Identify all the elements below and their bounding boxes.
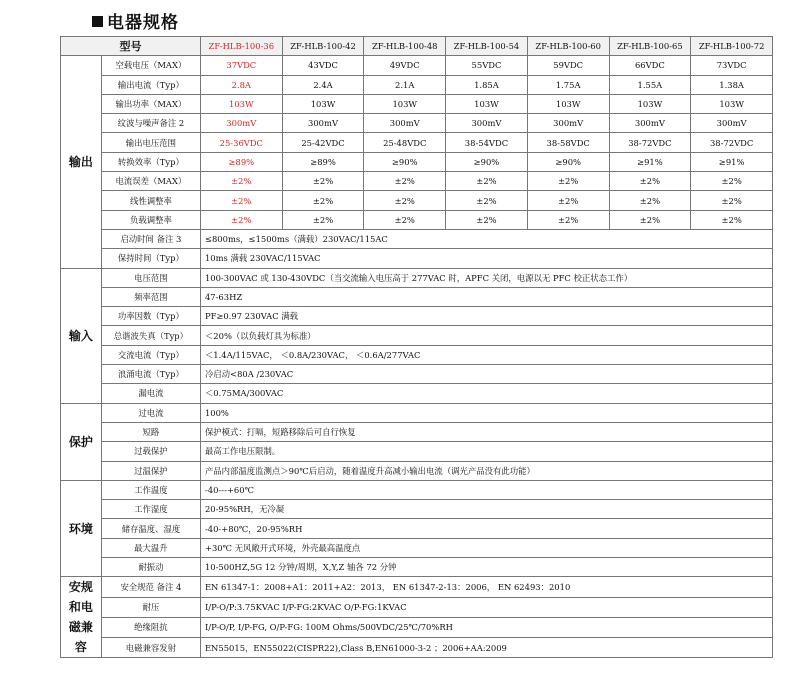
protection-row [61, 442, 773, 461]
row-label: 电压范围 [101, 268, 200, 287]
environment-row [61, 519, 773, 538]
input-row [61, 307, 773, 326]
spec-text-cell: ＜0.75MA/300VAC [200, 384, 772, 403]
value-cell: ±2% [200, 210, 282, 229]
value-cell: ±2% [200, 191, 282, 210]
output-row [61, 249, 773, 268]
row-label: 储存温度、湿度 [101, 519, 200, 538]
safety-section-label: 安规和电磁兼容 [61, 577, 102, 658]
value-cell: 300mV [609, 114, 691, 133]
value-cell: 1.75A [527, 75, 609, 94]
row-label: 负载调整率 [101, 210, 200, 229]
value-cell: 38-54VDC [446, 133, 528, 152]
value-cell: 103W [527, 94, 609, 113]
safety-row [61, 617, 773, 637]
row-label: 绝缘阻抗 [101, 617, 200, 637]
value-cell: 66VDC [609, 56, 691, 75]
spec-text-cell: 最高工作电压限制。 [200, 442, 772, 461]
value-cell: ±2% [691, 191, 773, 210]
output-row [61, 152, 773, 171]
spec-text-cell: -40---+60℃ [200, 480, 772, 499]
model-cell: ZF-HLB-100-36 [200, 37, 282, 56]
value-cell: 1.85A [446, 75, 528, 94]
output-row [61, 56, 773, 75]
row-label: 电流误差（MAX） [101, 172, 200, 191]
value-cell: 300mV [200, 114, 282, 133]
output-row [61, 75, 773, 94]
value-cell: 103W [691, 94, 773, 113]
spec-text-cell: 100-300VAC 或 130-430VDC（当交流输入电压高于 277VAC 时，APFC 关闭，电源以无 PFC 校正状态工作） [200, 268, 772, 287]
row-label: 转换效率（Typ） [101, 152, 200, 171]
value-cell: 25-48VDC [364, 133, 446, 152]
value-cell: 103W [446, 94, 528, 113]
model-cell: ZF-HLB-100-48 [364, 37, 446, 56]
spec-text-cell: EN55015，EN55022(CISPR22),Class B,EN61000-3-2 ；2006+AA:2009 [200, 638, 772, 658]
value-cell: 59VDC [527, 56, 609, 75]
value-cell: ±2% [446, 172, 528, 191]
protection-row [61, 461, 773, 480]
input-row [61, 345, 773, 364]
output-section-label: 输出 [61, 56, 102, 268]
value-cell: ±2% [282, 172, 364, 191]
protection-row [61, 403, 773, 422]
spec-text-cell: 保护模式：打嗝，短路移除后可自行恢复 [200, 422, 772, 441]
value-cell: 103W [609, 94, 691, 113]
value-cell: 300mV [364, 114, 446, 133]
value-cell: ±2% [282, 191, 364, 210]
value-cell: 103W [364, 94, 446, 113]
row-label: 功率因数（Typ） [101, 307, 200, 326]
value-cell: ±2% [527, 210, 609, 229]
model-cell: ZF-HLB-100-65 [609, 37, 691, 56]
spec-text-cell: +30℃ 无风敞开式环境，外壳最高温度点 [200, 538, 772, 557]
protection-section-label: 保护 [61, 403, 102, 480]
value-cell: ≥91% [691, 152, 773, 171]
output-row [61, 172, 773, 191]
square-bullet-icon [92, 16, 103, 27]
environment-section-label: 环境 [61, 480, 102, 576]
safety-row [61, 597, 773, 617]
spec-text-cell: PF≥0.97 230VAC 满载 [200, 307, 772, 326]
spec-text-cell: 100% [200, 403, 772, 422]
spec-text-cell: I/P-O/P:3.75KVAC I/P-FG:2KVAC O/P-FG:1KVAC [200, 597, 772, 617]
row-label: 频率范围 [101, 287, 200, 306]
spec-text-cell: ＜20%（以负载灯具为标准） [200, 326, 772, 345]
model-cell: ZF-HLB-100-60 [527, 37, 609, 56]
value-cell: 25-42VDC [282, 133, 364, 152]
output-row [61, 210, 773, 229]
title-text: 电器规格 [107, 13, 179, 33]
value-cell: 38-58VDC [527, 133, 609, 152]
value-cell: ±2% [609, 172, 691, 191]
value-cell: ±2% [609, 210, 691, 229]
output-row [61, 191, 773, 210]
value-cell: ≥89% [282, 152, 364, 171]
value-cell: ±2% [364, 210, 446, 229]
spec-text-cell: 10-500HZ,5G 12 分钟/周期，X,Y,Z 轴各 72 分钟 [200, 558, 772, 577]
value-cell: ±2% [200, 172, 282, 191]
environment-row [61, 480, 773, 499]
environment-row [61, 500, 773, 519]
spec-text-cell: ＜1.4A/115VAC， ＜0.8A/230VAC， ＜0.6A/277VAC [200, 345, 772, 364]
row-label: 纹波与噪声备注 2 [101, 114, 200, 133]
row-label: 输出功率（MAX） [101, 94, 200, 113]
output-row [61, 133, 773, 152]
row-label: 过温保护 [101, 461, 200, 480]
spec-text-cell: 20-95%RH，无冷凝 [200, 500, 772, 519]
value-cell: 103W [282, 94, 364, 113]
value-cell: ±2% [446, 210, 528, 229]
row-label: 工作湿度 [101, 500, 200, 519]
spec-text-cell: 产品内部温度监测点＞90℃后启动，随着温度升高减小输出电流（调光产品没有此功能） [200, 461, 772, 480]
output-row [61, 114, 773, 133]
spec-text-cell: 47-63HZ [200, 287, 772, 306]
environment-row [61, 538, 773, 557]
value-cell: 2.1A [364, 75, 446, 94]
value-cell: 38-72VDC [609, 133, 691, 152]
value-cell: ±2% [527, 172, 609, 191]
value-cell: 25-36VDC [200, 133, 282, 152]
input-section-label: 输入 [61, 268, 102, 403]
input-row [61, 365, 773, 384]
row-label: 空载电压（MAX） [101, 56, 200, 75]
value-cell: 1.38A [691, 75, 773, 94]
value-cell: 300mV [446, 114, 528, 133]
row-label: 交流电流（Typ） [101, 345, 200, 364]
row-label: 电磁兼容发射 [101, 638, 200, 658]
protection-row [61, 422, 773, 441]
row-label: 耐压 [101, 597, 200, 617]
safety-row [61, 577, 773, 597]
row-label: 启动时间 备注 3 [101, 229, 200, 248]
row-label: 过电流 [101, 403, 200, 422]
value-cell: 37VDC [200, 56, 282, 75]
environment-row [61, 558, 773, 577]
row-label: 漏电流 [101, 384, 200, 403]
row-label: 工作温度 [101, 480, 200, 499]
value-cell: ≥89% [200, 152, 282, 171]
value-cell: ±2% [282, 210, 364, 229]
spec-text-cell: ≤800ms，≤1500ms（满载）230VAC/115AC [200, 229, 772, 248]
value-cell: 1.55A [609, 75, 691, 94]
value-cell: ±2% [446, 191, 528, 210]
input-row [61, 326, 773, 345]
input-row [61, 268, 773, 287]
spec-text-cell: I/P-O/P, I/P-FG, O/P-FG: 100M Ohms/500VDC/25℃/70%RH [200, 617, 772, 637]
spec-text-cell: 10ms 满载 230VAC/115VAC [200, 249, 772, 268]
value-cell: 300mV [527, 114, 609, 133]
value-cell: 103W [200, 94, 282, 113]
input-row [61, 287, 773, 306]
model-label: 型号 [61, 37, 201, 56]
value-cell: 43VDC [282, 56, 364, 75]
value-cell: 300mV [691, 114, 773, 133]
row-label: 短路 [101, 422, 200, 441]
row-label: 保持时间（Typ） [101, 249, 200, 268]
value-cell: 49VDC [364, 56, 446, 75]
row-label: 过载保护 [101, 442, 200, 461]
safety-row [61, 638, 773, 658]
row-label: 浪涌电流（Typ） [101, 365, 200, 384]
value-cell: ±2% [364, 191, 446, 210]
spec-text-cell: -40-+80℃，20-95%RH [200, 519, 772, 538]
value-cell: ±2% [527, 191, 609, 210]
model-cell: ZF-HLB-100-72 [691, 37, 773, 56]
input-row [61, 384, 773, 403]
value-cell: ≥90% [364, 152, 446, 171]
value-cell: ≥91% [609, 152, 691, 171]
spec-text-cell: 冷启动<80A /230VAC [200, 365, 772, 384]
output-row [61, 94, 773, 113]
row-label: 耐振动 [101, 558, 200, 577]
value-cell: 2.8A [200, 75, 282, 94]
model-cell: ZF-HLB-100-54 [446, 37, 528, 56]
row-label: 安全规范 备注 4 [101, 577, 200, 597]
value-cell: ≥90% [446, 152, 528, 171]
value-cell: ±2% [691, 210, 773, 229]
value-cell: ±2% [609, 191, 691, 210]
value-cell: 300mV [282, 114, 364, 133]
row-label: 输出电压范围 [101, 133, 200, 152]
row-label: 线性调整率 [101, 191, 200, 210]
value-cell: 73VDC [691, 56, 773, 75]
model-header-row [61, 37, 773, 56]
value-cell: ±2% [691, 172, 773, 191]
value-cell: ±2% [364, 172, 446, 191]
model-cell: ZF-HLB-100-42 [282, 37, 364, 56]
row-label: 输出电流（Typ） [101, 75, 200, 94]
value-cell: 38-72VDC [691, 133, 773, 152]
value-cell: 55VDC [446, 56, 528, 75]
page-title [92, 8, 179, 33]
output-row [61, 229, 773, 248]
value-cell: 2.4A [282, 75, 364, 94]
spec-table [60, 36, 773, 658]
row-label: 最大温升 [101, 538, 200, 557]
row-label: 总谐波失真（Typ） [101, 326, 200, 345]
spec-text-cell: EN 61347-1：2008+A1：2011+A2：2013， EN 61347-2-13：2006， EN 62493：2010 [200, 577, 772, 597]
value-cell: ≥90% [527, 152, 609, 171]
